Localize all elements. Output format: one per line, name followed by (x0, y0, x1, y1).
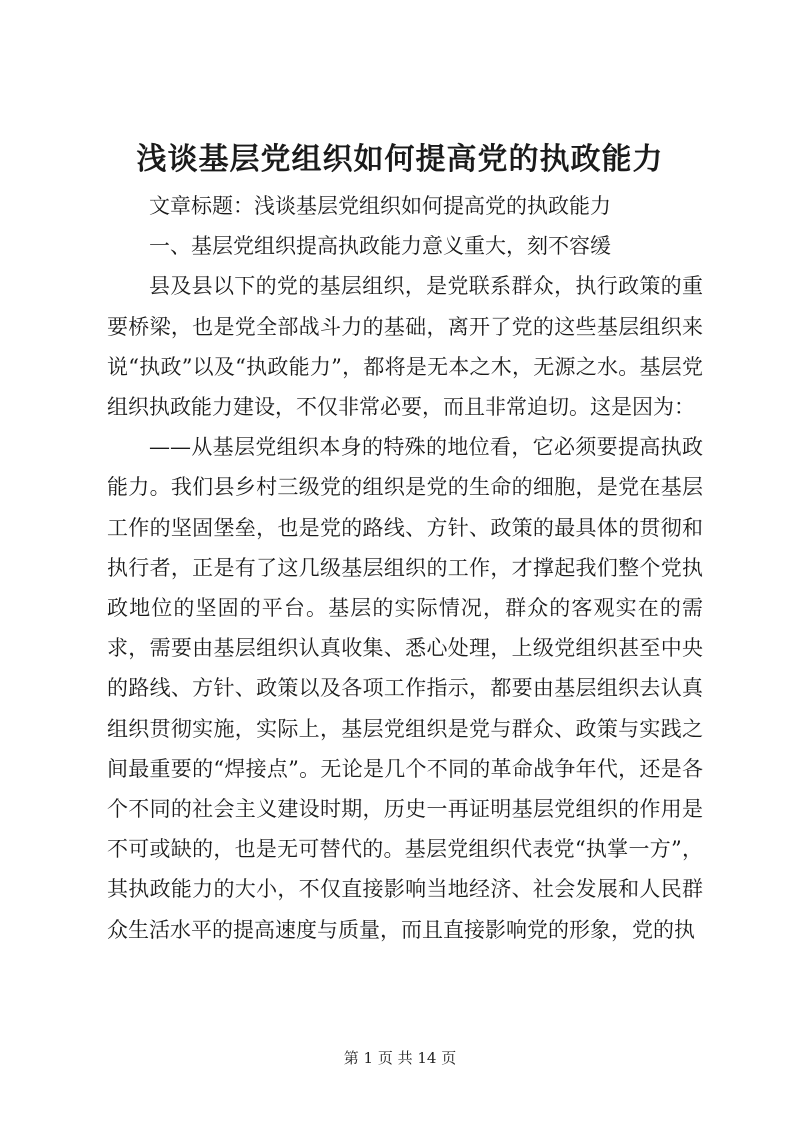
article-title-line: 文章标题：浅谈基层党组织如何提高党的执政能力 (149, 194, 611, 218)
section-heading: 一、基层党组织提高执政能力意义重大，刻不容缓 (149, 234, 611, 259)
document-body (107, 186, 703, 950)
document-title: 浅谈基层党组织如何提高党的执政能力 (136, 142, 664, 177)
page-number-footer: 第 1 页 共 14 页 (343, 1049, 457, 1067)
body-paragraph: 县及县以下的党的基层组织，是党联系群众，执行政策的重要桥梁，也是党全部战斗力的基础，离开了党的这些基层组织来说“执政”以及“执政能力”，都将是无本之木，无源之水。基层党组织执政能力建设，不仅非常必要，而且非常迫切。这是因为： (107, 274, 703, 420)
body-paragraph: ——从基层党组织本身的特殊的地位看，它必须要提高执政能力。我们县乡村三级党的组织是党的生命的细胞，是党在基层工作的坚固堡垒，也是党的路线、方针、政策的最具体的贯彻和执行者，正是有了这几级基层组织的工作，才撑起我们整个党执政地位的坚固的平台。基层的实际情况，群众的客观实在的需求，需要由基层组织认真收集、悉心处理，上级党组织甚至中央的路线、方针、政策以及各项工作指示，都要由基层组织去认真组织贯彻实施，实际上，基层党组织是党与群众、政策与实践之间最重要的“焊接点”。无论是几个不同的革命战争年代，还是各个不同的社会主义建设时期，历史一再证明基层党组织的作用是不可或缺的，也是无可替代的。基层党组织代表党“执掌一方”，其执政能力的大小，不仅直接影响当地经济、社会发展和人民群众生活水平的提高速度与质量，而且直接影响党的形象，党的执 (107, 435, 703, 942)
